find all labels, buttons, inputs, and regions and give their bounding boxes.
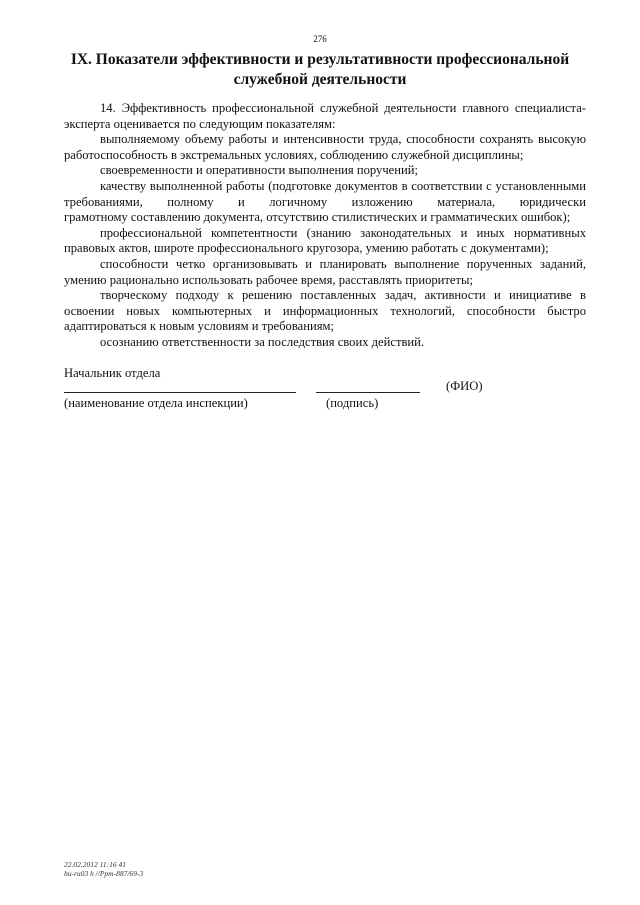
- document-body: [64, 101, 586, 351]
- paragraph-last-line: умению рационально использовать рабочее время, расставлять приоритеты;: [64, 272, 473, 287]
- paragraph-justified-text: качеству выполненной работы (подготовке документов в соответствии с установленными требованиями, полному и логичному изложению материала, юридически: [64, 178, 586, 209]
- paragraph-last-line: работоспособность в экстремальных условиях, соблюдению служебной дисциплины;: [64, 147, 524, 162]
- page-number: 276: [313, 34, 327, 44]
- paragraph-last-line: грамотному составлению документа, отсутствию стилистических и грамматических ошибок);: [64, 210, 571, 225]
- paragraph: [64, 288, 586, 335]
- paragraph-last-line: своевременности и оперативности выполнения поручений;: [100, 163, 418, 178]
- paragraph-last-line: эксперта оценивается по следующим показателям:: [64, 116, 336, 131]
- footer-stamp: [64, 860, 143, 878]
- paragraph-last-line: осознанию ответственности за последствия своих действий.: [100, 334, 425, 349]
- section-title-line-2: служебной деятельности: [233, 71, 407, 88]
- department-signature-line: [64, 392, 296, 393]
- paragraph-justified-text: профессиональной компетентности (знанию законодательных и иных нормативных: [100, 225, 586, 240]
- paragraph-justified-text: способности четко организовывать и планировать выполнение порученных заданий,: [100, 256, 586, 271]
- paragraph: [64, 257, 586, 288]
- footer-line-2: bu-ru03 h //Ppm-887/69-3: [64, 869, 144, 878]
- section-title: [60, 50, 580, 90]
- signature-heading: Начальник отдела: [64, 366, 161, 380]
- paragraph-justified-text: выполняемому объему работы и интенсивности труда, способности сохранять высокую: [100, 132, 586, 147]
- paragraph: [64, 335, 586, 351]
- section-title-line-1: IX. Показатели эффективности и результативности профессиональной: [70, 51, 570, 68]
- department-caption: (наименование отдела инспекции): [64, 396, 248, 410]
- paragraph: [64, 163, 586, 179]
- paragraph-justified-text: творческому подходу к решению поставленных задач, активности и инициативе в освоении новых компьютерных и информационных технологий, способности быстро: [64, 288, 586, 318]
- paragraph: [64, 179, 586, 226]
- paragraph-last-line: правовых актов, широте профессионального кругозора, умению работать с документами);: [64, 241, 549, 256]
- signature-line: [316, 392, 420, 393]
- paragraph: [64, 101, 586, 132]
- paragraph: [64, 132, 586, 163]
- fio-label: (ФИО): [446, 379, 483, 393]
- paragraph: [64, 226, 586, 257]
- paragraph-justified-text: 14. Эффективность профессиональной служебной деятельности главного специалиста-: [100, 101, 586, 115]
- signature-caption: (подпись): [326, 396, 379, 410]
- paragraph-last-line: адаптироваться к новым условиям и требованиям;: [64, 319, 334, 334]
- footer-line-1: 22.02.2012 11:16 41: [64, 860, 126, 869]
